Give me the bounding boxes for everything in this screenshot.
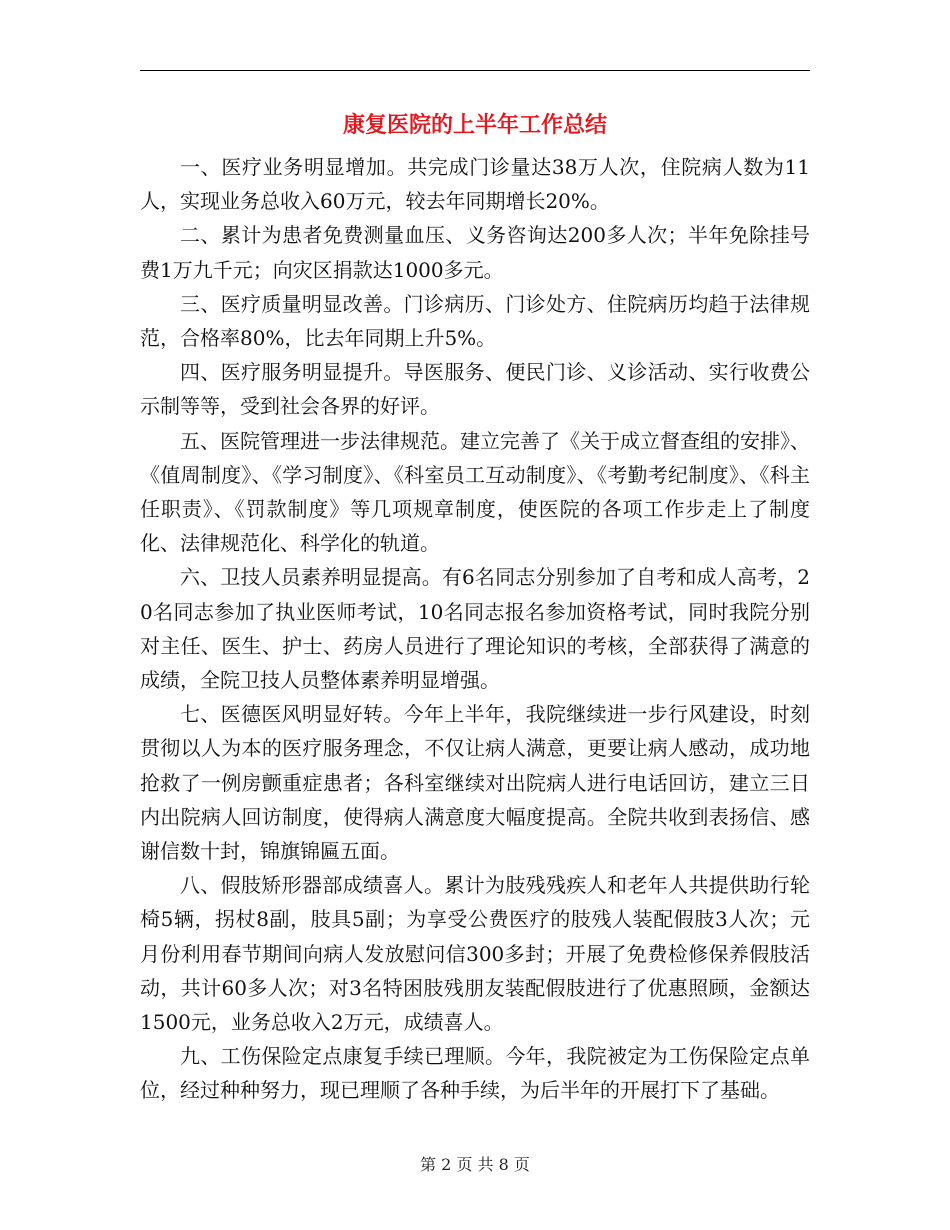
paragraph-4: 四、医疗服务明显提升。导医服务、便民门诊、义诊活动、实行收费公示制等等，受到社会各界的好评。 bbox=[140, 360, 810, 419]
paragraph-1: 一、医疗业务明显增加。共完成门诊量达38万人次，住院病人数为11人，实现业务总收入60万元，较去年同期增长20%。 bbox=[140, 155, 810, 214]
document-body bbox=[140, 150, 810, 1108]
header-rule bbox=[140, 70, 810, 71]
paragraph-5: 五、医院管理进一步法律规范。建立完善了《关于成立督查组的安排》、《值周制度》、《学习制度》、《科室员工互动制度》、《考勤考纪制度》、《科主任职责》、《罚款制度》等几项规章制度，使医院的各项工作步走上了制度化、法律规范化、科学化的轨道。 bbox=[140, 428, 810, 556]
document-title: 康复医院的上半年工作总结 bbox=[342, 112, 607, 138]
paragraph-3: 三、医疗质量明显改善。门诊病历、门诊处方、住院病历均趋于法律规范，合格率80%，比去年同期上升5%。 bbox=[140, 291, 810, 351]
paragraph-6: 六、卫技人员素养明显提高。有6名同志分别参加了自考和成人高考，20名同志参加了执业医师考试，10名同志报名参加资格考试，同时我院分别对主任、医生、护士、药房人员进行了理论知识的考核，全部获得了满意的成绩，全院卫技人员整体素养明显增强。 bbox=[140, 565, 810, 693]
paragraph-9: 九、工伤保险定点康复手续已理顺。今年，我院被定为工伤保险定点单位，经过种种努力，现已理顺了各种手续，为后半年的开展打下了基础。 bbox=[140, 1044, 810, 1103]
paragraph-2: 二、累计为患者免费测量血压、义务咨询达200多人次；半年免除挂号费1万九千元；向灾区捐款达1000多元。 bbox=[140, 223, 810, 282]
page-number: 第 2 页 共 8 页 bbox=[420, 1155, 530, 1174]
paragraph-8: 八、假肢矫形器部成绩喜人。累计为肢残残疾人和老年人共提供助行轮椅5辆，拐杖8副，肢具5副；为享受公费医疗的肢残人装配假肢3人次；元月份利用春节期间向病人发放慰问信300多封；开展了免费检修保养假肢活动，共计60多人次；对3名特困肢残朋友装配假肢进行了优惠照顾，金额达1500元，业务总收入2万元，成绩喜人。 bbox=[140, 873, 810, 1035]
paragraph-7: 七、医德医风明显好转。今年上半年，我院继续进一步行风建设，时刻贯彻以人为本的医疗服务理念，不仅让病人满意，更要让病人感动，成功地抢救了一例房颤重症患者；各科室继续对出院病人进行电话回访，建立三日内出院病人回访制度，使得病人满意度大幅度提高。全院共收到表扬信、感谢信数十封，锦旗锦匾五面。 bbox=[140, 702, 810, 864]
